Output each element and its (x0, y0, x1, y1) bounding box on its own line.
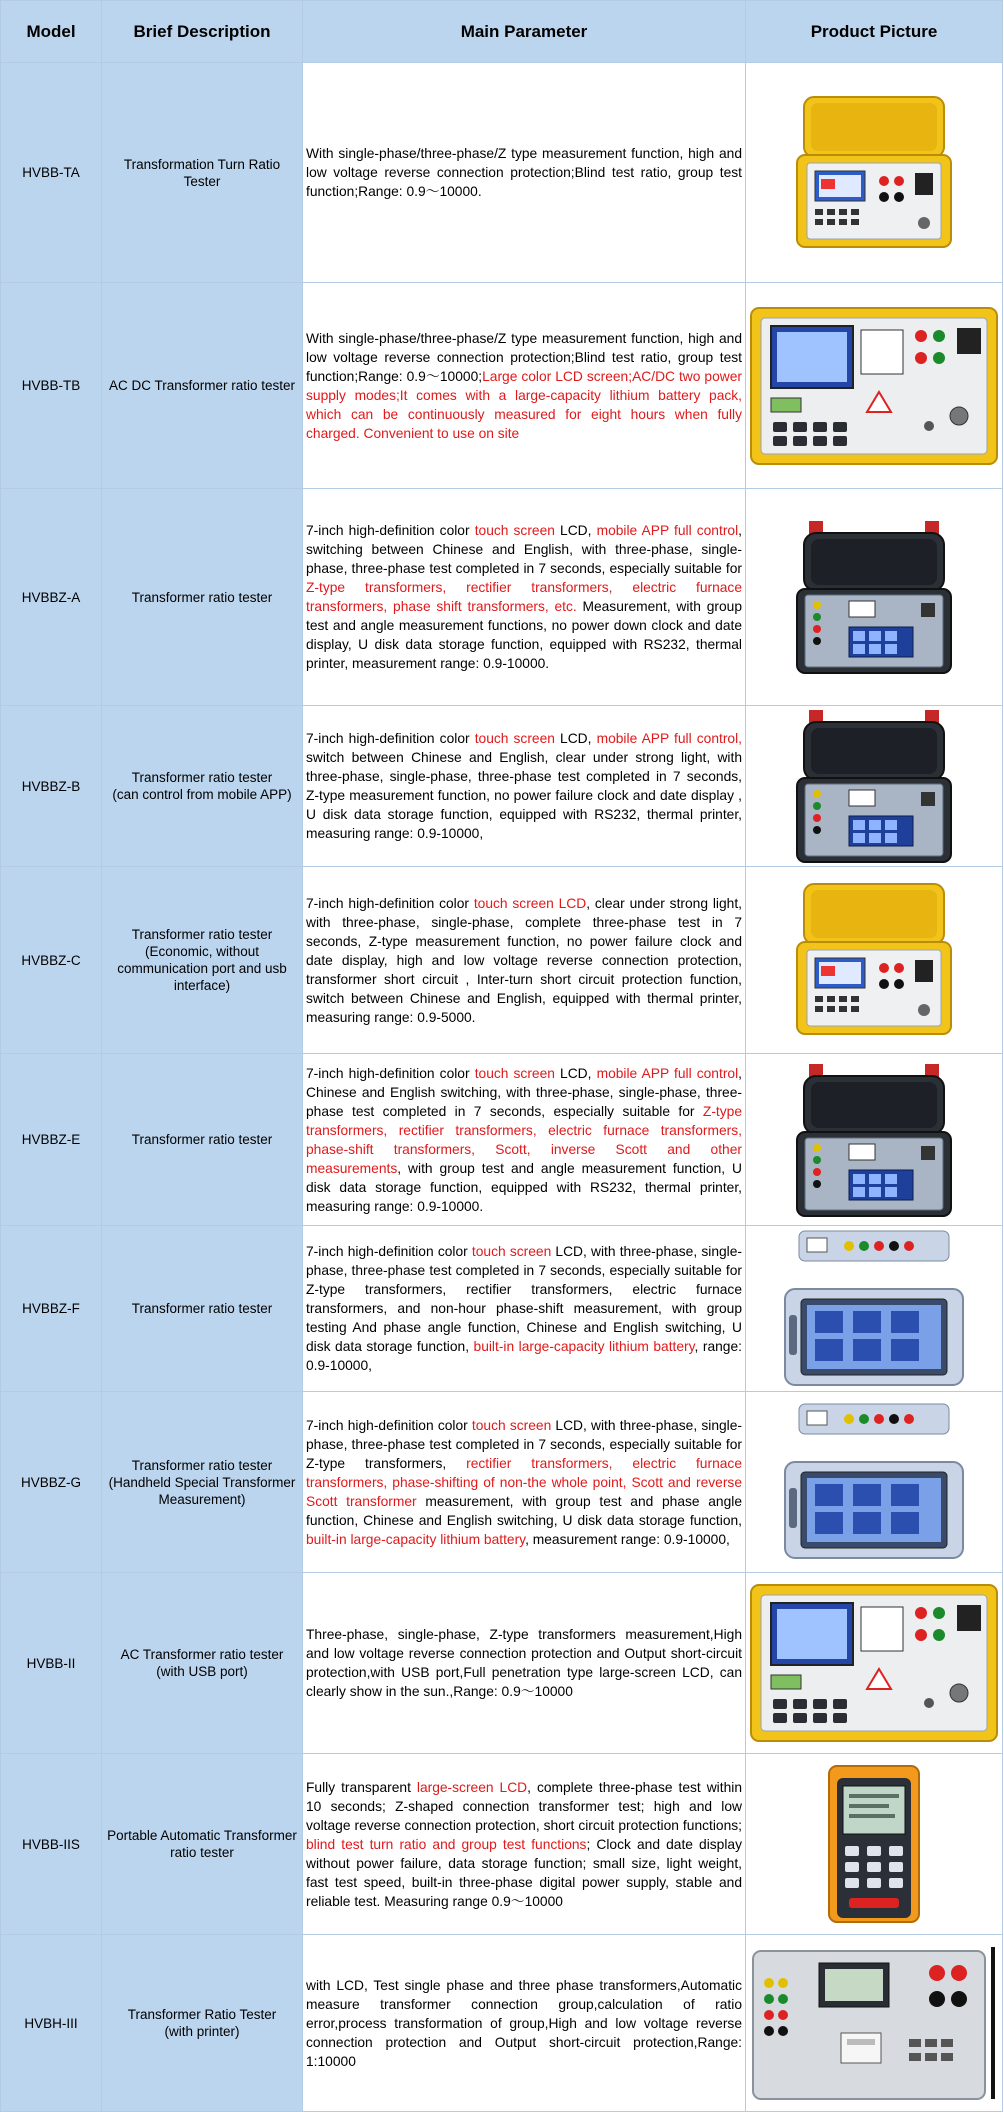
highlighted-parameter-text: touch screen (471, 1244, 552, 1259)
parameter-text: , clear under strong light, with three-phase, single-phase, complete three-phase test in 7 seconds, Z-type measurement function, no power failure clock and date display, high and low voltage reverse connection protection, transformer short circuit , Inter-turn short circuit protection function, switch between Chinese and English, equipped with thermal printer, measuring range: 0.9-5000. (306, 895, 742, 1025)
highlighted-parameter-text: touch screen (474, 1065, 555, 1081)
model-cell: HVBBZ-F (1, 1226, 102, 1392)
highlighted-parameter-text: Large color LCD screen;AC/DC two power supply modes;It comes with a large-capacity lithium battery pack, which can be continuously measured for eight hours when fully charged. Convenient to use on site (306, 368, 742, 441)
parameter-text: Three-phase, single-phase, Z-type transformers measurement,High and low voltage reverse connection protection and Output short-circuit protection,with USB port,Full penetration type large-screen LCD, can clearly show in the sun.,Range: 0.9～10000 (306, 1627, 742, 1699)
table-row (1, 1226, 1003, 1392)
brief-description-cell: AC DC Transformer ratio tester (102, 283, 303, 489)
parameter-text: LCD, (554, 1065, 597, 1081)
product-picture-cell (746, 1054, 1003, 1226)
model-cell: HVBBZ-C (1, 867, 102, 1054)
brief-description-cell: Transformer ratio tester (can control from mobile APP) (102, 706, 303, 867)
table-row (1, 1054, 1003, 1226)
table-row (1, 1573, 1003, 1754)
parameter-text: Fully transparent (306, 1779, 417, 1795)
header-product-picture: Product Picture (746, 1, 1003, 63)
highlighted-parameter-text: blind test turn ratio and group test functions (306, 1836, 587, 1852)
parameter-text: , switching between Chinese and English, with three-phase, single-phase, three-phase test completed in 7 seconds, especially suitable for (306, 523, 742, 576)
brief-description-cell: Transformer ratio tester (102, 1054, 303, 1226)
table-row (1, 1754, 1003, 1935)
highlighted-parameter-text: mobile APP full control (596, 523, 739, 538)
product-picture-cell (746, 283, 1003, 489)
product-picture (746, 1402, 1002, 1562)
model-cell: HVBH-III (1, 1935, 102, 2112)
highlighted-parameter-text: touch screen LCD (473, 895, 587, 911)
highlighted-parameter-text: touch screen (474, 523, 555, 538)
main-parameter-cell (303, 706, 746, 867)
brief-description-cell: Transformer Ratio Tester (with printer) (102, 1935, 303, 2112)
model-cell: HVBBZ-A (1, 489, 102, 706)
model-cell: HVBBZ-B (1, 706, 102, 867)
parameter-text: LCD, (554, 523, 597, 538)
highlighted-parameter-text: built-in large-capacity lithium battery (473, 1339, 695, 1354)
main-parameter-cell (303, 1573, 746, 1754)
product-picture (746, 1943, 1002, 2103)
model-cell: HVBB-TB (1, 283, 102, 489)
main-parameter-cell (303, 1754, 746, 1935)
parameter-text: , range: 0.9-10000, (306, 1339, 742, 1373)
parameter-text: 7-inch high-definition color (306, 523, 475, 538)
product-picture-cell (746, 706, 1003, 867)
table-row (1, 1392, 1003, 1573)
model-cell: HVBBZ-G (1, 1392, 102, 1573)
product-picture (746, 880, 1002, 1040)
header-model: Model (1, 1, 102, 63)
parameter-text: , Chinese and English switching, with three-phase, single-phase, three-phase test completed in 7 seconds, especially suitable for (306, 1065, 742, 1119)
product-picture (746, 1229, 1002, 1389)
highlighted-parameter-text: built-in large-capacity lithium battery (306, 1531, 526, 1547)
parameter-text: measurement, with group test and phase angle function, Chinese and English switching, U disk data storage function, (306, 1493, 742, 1528)
parameter-text: , complete three-phase test within 10 seconds; Z-shaped connection transformer test; high and low voltage reverse connection protection, short circuit protection functions; (306, 1779, 742, 1833)
table-row (1, 1935, 1003, 2112)
parameter-text: ; Clock and date display without power failure, data storage function; small size, light weight, fast test speed, built-in three-phase digital power supply, stable and reliable test. Measuring range 0.9～10000 (306, 1836, 742, 1909)
parameter-text: , measurement range: 0.9-10000, (525, 1531, 730, 1547)
model-cell: HVBB-II (1, 1573, 102, 1754)
parameter-text: 7-inch high-definition color (306, 1244, 472, 1259)
highlighted-parameter-text: Z-type transformers, rectifier transformers, electric furnace transformers, phase shift transformers, etc. (306, 580, 742, 614)
highlighted-parameter-text: rectifier transformers, electric furnace transformers, phase-shifting of non-the whole point, Scott and reverse Scott transformer (306, 1455, 742, 1509)
model-cell: HVBB-IIS (1, 1754, 102, 1935)
header-row (1, 1, 1003, 63)
main-parameter-cell (303, 1935, 746, 2112)
main-parameter-cell (303, 1226, 746, 1392)
table-body (1, 63, 1003, 2112)
main-parameter-cell (303, 63, 746, 283)
product-picture (746, 517, 1002, 677)
brief-description-cell: Transformer ratio tester (Handheld Special Transformer Measurement) (102, 1392, 303, 1573)
product-picture-cell (746, 1392, 1003, 1573)
table-row (1, 63, 1003, 283)
parameter-text: switch between Chinese and English, clear under strong light, with three-phase, single-phase, three-phase test completed in 7 seconds, Z-type measurement function, no power failure clock and date display , U disk data storage function, equipped with RS232, thermal printer, measuring range: 0.9-10000, (306, 750, 742, 841)
product-picture-cell (746, 63, 1003, 283)
brief-description-cell: Transformation Turn Ratio Tester (102, 63, 303, 283)
brief-description-cell: Transformer ratio tester (102, 489, 303, 706)
highlighted-parameter-text: mobile APP full control (596, 1065, 739, 1081)
parameter-text: With single-phase/three-phase/Z type measurement function, high and low voltage reverse connection protection;Blind test ratio, group test function;Range: 0.9～10000; (306, 330, 742, 384)
parameter-text: , with group test and angle measurement function, U disk data storage function, equipped with RS232, thermal printer, measuring range: 0.9-10000. (306, 1160, 742, 1214)
table-row (1, 283, 1003, 489)
header-main-parameter: Main Parameter (303, 1, 746, 63)
product-picture (746, 1060, 1002, 1220)
highlighted-parameter-text: touch screen (474, 731, 555, 746)
product-picture-cell (746, 489, 1003, 706)
parameter-text: 7-inch high-definition color (306, 1417, 472, 1433)
main-parameter-cell (303, 867, 746, 1054)
product-picture-cell (746, 1754, 1003, 1935)
brief-description-cell: Portable Automatic Transformer ratio tester (102, 1754, 303, 1935)
parameter-text: With single-phase/three-phase/Z type measurement function, high and low voltage reverse connection protection;Blind test ratio, group test function;Range: 0.9～10000. (306, 146, 742, 199)
product-picture-cell (746, 1573, 1003, 1754)
header-brief-description: Brief Description (102, 1, 303, 63)
highlighted-parameter-text: touch screen (471, 1417, 552, 1433)
highlighted-parameter-text: mobile APP full control, (596, 731, 743, 746)
parameter-text: 7-inch high-definition color (306, 1065, 475, 1081)
product-picture (746, 93, 1002, 253)
highlighted-parameter-text: large-screen LCD (416, 1779, 528, 1795)
parameter-text: 7-inch high-definition color (306, 731, 475, 746)
main-parameter-cell (303, 1392, 746, 1573)
product-picture-cell (746, 1226, 1003, 1392)
product-picture (746, 706, 1002, 866)
model-cell: HVBBZ-E (1, 1054, 102, 1226)
product-picture (746, 1583, 1002, 1743)
brief-description-cell: Transformer ratio tester (102, 1226, 303, 1392)
table-row (1, 867, 1003, 1054)
product-picture-cell (746, 1935, 1003, 2112)
product-picture (746, 306, 1002, 466)
parameter-text: 7-inch high-definition color (306, 895, 474, 911)
table-row (1, 706, 1003, 867)
table-row (1, 489, 1003, 706)
main-parameter-cell (303, 283, 746, 489)
main-parameter-cell (303, 489, 746, 706)
main-parameter-cell (303, 1054, 746, 1226)
product-picture (746, 1764, 1002, 1924)
parameter-text: LCD, (554, 731, 597, 746)
brief-description-cell: Transformer ratio tester (Economic, without communication port and usb interface) (102, 867, 303, 1054)
product-picture-cell (746, 867, 1003, 1054)
parameter-text: with LCD, Test single phase and three phase transformers,Automatic measure transformer connection group,calculation of ratio error,process transformation of group,High and low voltage reverse connection protection and Output short-circuit protection,Range: 1:10000 (306, 1977, 742, 2069)
parameter-text: LCD, with three-phase, single-phase, three-phase test completed in 7 seconds, especially suitable for Z-type transformers, (306, 1417, 743, 1471)
brief-description-cell: AC Transformer ratio tester (with USB port) (102, 1573, 303, 1754)
model-cell: HVBB-TA (1, 63, 102, 283)
highlighted-parameter-text: Z-type transformers, rectifier transformers, electric furnace transformers, phase-shift transformers, Scott, inverse Scott and other measurements (306, 1103, 742, 1176)
parameter-text: Measurement, with group test and angle measurement functions, no power down clock and date display, U disk data storage function, equipped with RS232, thermal printer, measurement range: 0.9-10000. (306, 599, 742, 671)
parameter-text: LCD, with three-phase, single-phase, three-phase test completed in 7 seconds, especially suitable for Z-type transformers, rectifier transformers, electric furnace transformers, and non-hour phase-shift measurement, with group testing And phase angle function, Chinese and English switching, U disk data storage function, (306, 1244, 743, 1354)
